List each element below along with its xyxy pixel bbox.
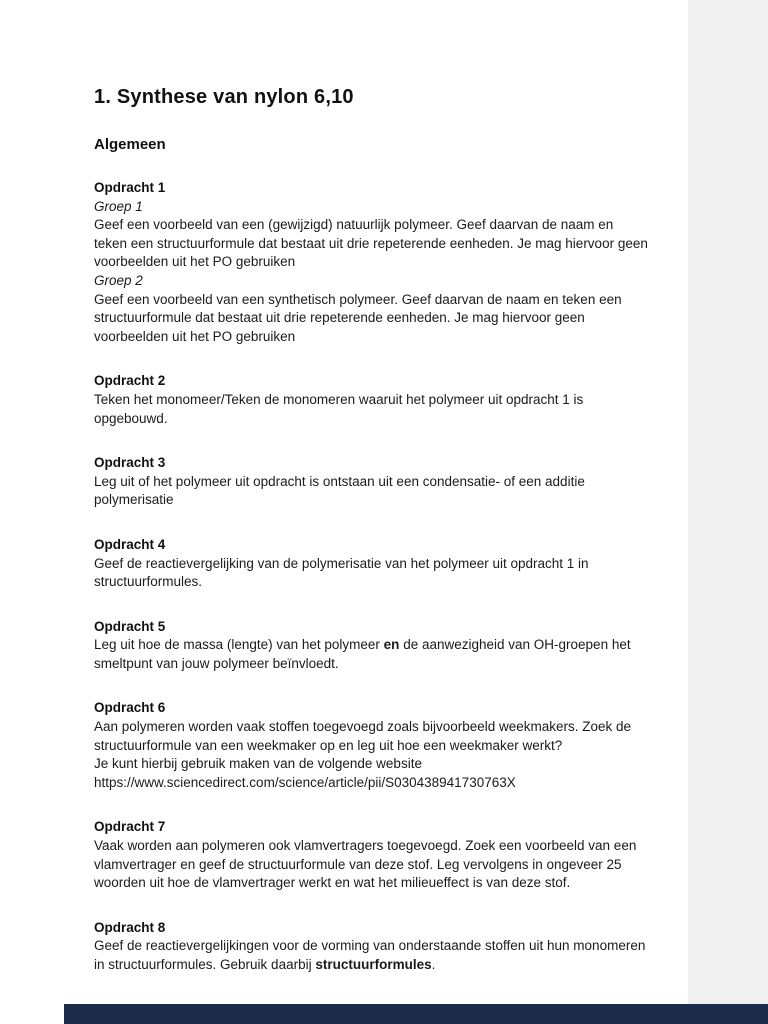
viewer-right-gutter	[688, 0, 768, 1024]
text-run: .	[431, 957, 436, 972]
text-run: structuurformules	[315, 957, 432, 972]
section-body	[94, 837, 648, 893]
section-heading: Opdracht 5	[94, 618, 166, 634]
section-body	[94, 937, 648, 974]
section-body	[94, 473, 648, 510]
text-run: Vaak worden aan polymeren ook vlamvertragers toegevoegd. Zoek een voorbeeld van een vlamvertrager en geef de structuurformule van deze stof. Leg vervolgens in ongeveer 25 woorden uit hoe de vlamvertrager werkt en wat het milieueffect is van deze stof.	[94, 838, 637, 891]
paragraph	[94, 216, 648, 272]
paragraph	[94, 774, 648, 793]
section-heading: Opdracht 4	[94, 536, 166, 552]
section-heading: Opdracht 3	[94, 455, 166, 471]
text-run: Geef de reactievergelijkingen voor de vorming van onderstaande stoffen uit hun monomeren in structuurformules. Gebruik daarbij	[94, 938, 646, 972]
paragraph	[94, 555, 648, 592]
section-body	[94, 198, 648, 347]
text-run: Geef een voorbeeld van een (gewijzigd) natuurlijk polymeer. Geef daarvan de naam en teken een structuurformule dat bestaat uit drie repeterende eenheden. Je mag hiervoor geen voorbeelden uit het PO gebruiken	[94, 217, 648, 270]
article-url[interactable]: https://www.sciencedirect.com/science/article/pii/S030438941730763X	[94, 774, 516, 790]
paragraph	[94, 718, 648, 755]
text-run: Leg uit hoe de massa (lengte) van het polymeer	[94, 637, 384, 653]
text-run: Leg uit of het polymeer uit opdracht is ontstaan uit een condensatie- of een additie polymerisatie	[94, 473, 585, 508]
text-run: Groep 2	[94, 272, 143, 288]
opdracht-section	[94, 699, 648, 792]
text-run: Geef de reactievergelijking van de polymerisatie van het polymeer uit opdracht 1 in structuurformules.	[94, 555, 589, 590]
section-heading: Opdracht 6	[94, 700, 166, 716]
section-heading: Opdracht 7	[94, 819, 166, 835]
paragraph	[94, 636, 648, 673]
paragraph	[94, 473, 648, 510]
paragraph	[94, 391, 648, 428]
paragraph	[94, 291, 648, 347]
opdracht-section	[94, 454, 648, 510]
opdracht-section	[94, 618, 648, 674]
section-heading: Opdracht 2	[94, 373, 166, 389]
section-body	[94, 718, 648, 792]
footer-left-gap	[0, 1004, 64, 1024]
opdracht-section	[94, 372, 648, 428]
opdracht-section	[94, 179, 648, 346]
section-body	[94, 636, 648, 673]
text-run: Groep 1	[94, 198, 143, 214]
paragraph	[94, 937, 648, 974]
section-body	[94, 555, 648, 592]
opdracht-section	[94, 919, 648, 975]
paragraph	[94, 272, 648, 291]
viewer-footer-bar	[64, 1004, 768, 1024]
opdracht-section	[94, 536, 648, 592]
text-run: en	[383, 637, 400, 653]
text-run: de aanwezigheid van OH-groepen het smeltpunt van jouw polymeer beïnvloedt.	[94, 637, 631, 671]
text-run: Geef een voorbeeld van een synthetisch polymeer. Geef daarvan de naam en teken een structuurformule dat bestaat uit drie repeterende eenheden. Je mag hiervoor geen voorbeelden uit het PO gebruiken	[94, 291, 622, 344]
paragraph	[94, 837, 648, 893]
document-subtitle: Algemeen	[94, 136, 166, 153]
section-body	[94, 391, 648, 428]
paragraph	[94, 198, 648, 217]
section-heading: Opdracht 8	[94, 919, 166, 935]
document-title: 1. Synthese van nylon 6,10	[94, 86, 354, 108]
sections-container	[94, 179, 648, 975]
text-run: Teken het monomeer/Teken de monomeren waaruit het polymeer uit opdracht 1 is opgebouwd.	[94, 391, 584, 426]
text-run: Aan polymeren worden vaak stoffen toegevoegd zoals bijvoorbeeld weekmakers. Zoek de structuurformule van een weekmaker op en leg uit hoe een weekmaker werkt?	[94, 719, 632, 753]
paragraph	[94, 755, 648, 774]
opdracht-section	[94, 818, 648, 892]
text-run: Je kunt hierbij gebruik maken van de volgende website	[94, 756, 422, 772]
section-heading: Opdracht 1	[94, 180, 166, 195]
